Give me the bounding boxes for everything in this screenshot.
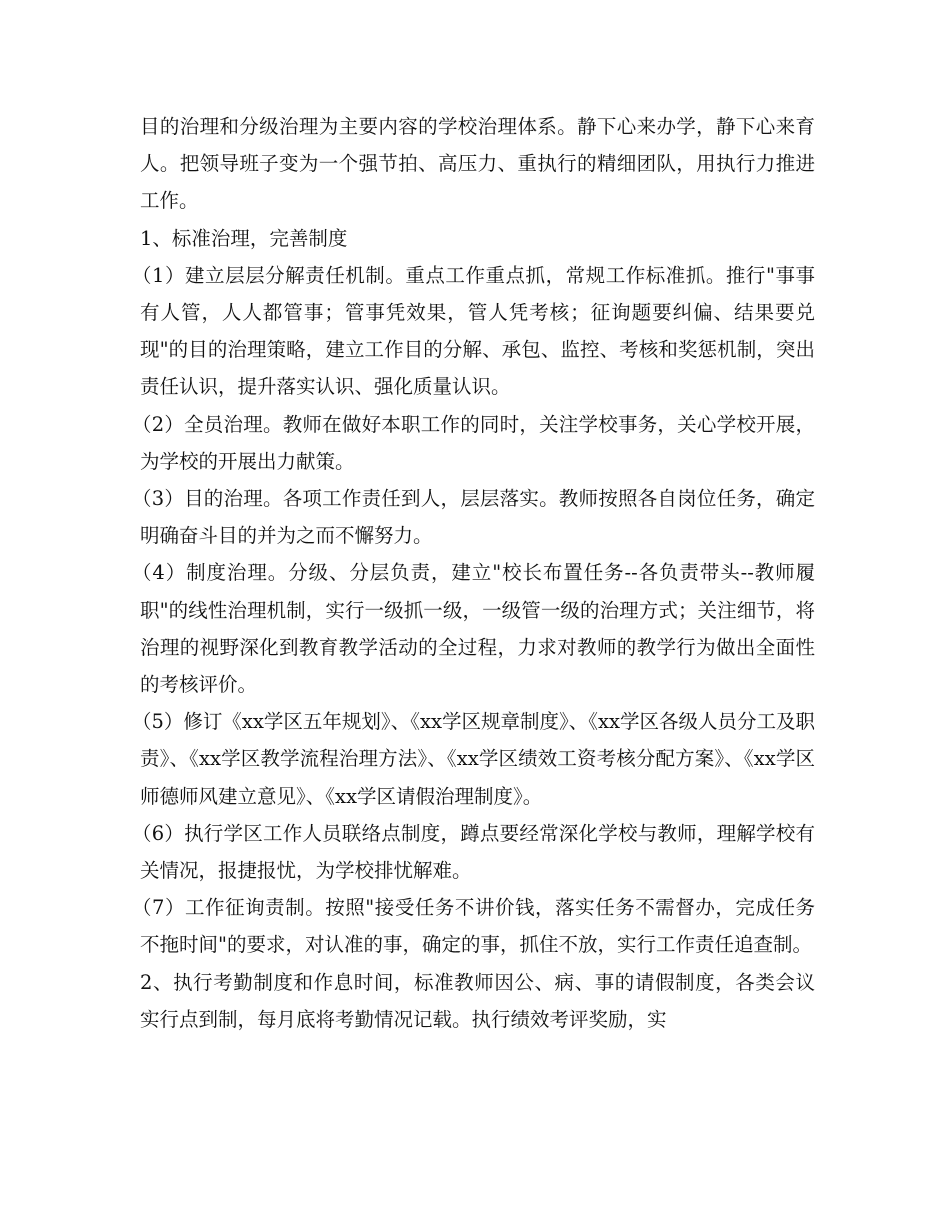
paragraph-item-6: （6）执行学区工作人员联络点制度，蹲点要经常深化学校与教师，理解学校有关情况，报捷报忧，为学校排忧解难。 xyxy=(132,821,815,883)
paragraph-intro: 目的治理和分级治理为主要内容的学校治理体系。静下心来办学，静下心来育人。把领导班子变为一个强节拍、高压力、重执行的精细团队，用执行力推进工作。 xyxy=(140,115,815,213)
document-body xyxy=(132,108,815,1038)
paragraph-item-5: （5）修订《xx学区五年规划》、《xx学区规章制度》、《xx学区各级人员分工及职责》、《xx学区教学流程治理方法》、《xx学区绩效工资考核分配方案》、《xx学区师德师风建立意见》、《xx学区请假治理制度》。 xyxy=(132,710,815,808)
paragraph-item-4: （4）制度治理。分级、分层负责，建立"校长布置任务--各负责带头--教师履职"的线性治理机制，实行一级抓一级，一级管一级的治理方式；关注细节，将治理的视野深化到教育教学活动的全过程，力求对教师的教学行为做出全面性的考核评价。 xyxy=(132,561,815,697)
paragraph-item-2: （2）全员治理。教师在做好本职工作的同时，关注学校事务，关心学校开展，为学校的开展出力献策。 xyxy=(132,412,815,473)
paragraph-item-3: （3）目的治理。各项工作责任到人，层层落实。教师按照各自岗位任务，确定明确奋斗目的并为之而不懈努力。 xyxy=(132,487,815,548)
paragraph-item-1: （1）建立层层分解责任机制。重点工作重点抓，常规工作标准抓。推行"事事有人管，人人都管事；管事凭效果，管人凭考核；征询题要纠偏、结果要兑现"的目的治理策略，建立工作目的分解、承包、监控、考核和奖惩机制，突出责任认识，提升落实认识、强化质量认识。 xyxy=(132,263,815,399)
paragraph-item-7: （7）工作征询责制。按照"接受任务不讲价钱，落实任务不需督办，完成任务不拖时间"的要求，对认准的事，确定的事，抓住不放，实行工作责任追查制。 xyxy=(132,896,815,957)
paragraph-section-2: 2、执行考勤制度和作息时间，标准教师因公、病、事的请假制度，各类会议实行点到制，每月底将考勤情况记载。执行绩效考评奖励，实 xyxy=(140,970,815,1031)
heading-standard-governance: 1、标准治理，完善制度 xyxy=(140,226,348,250)
